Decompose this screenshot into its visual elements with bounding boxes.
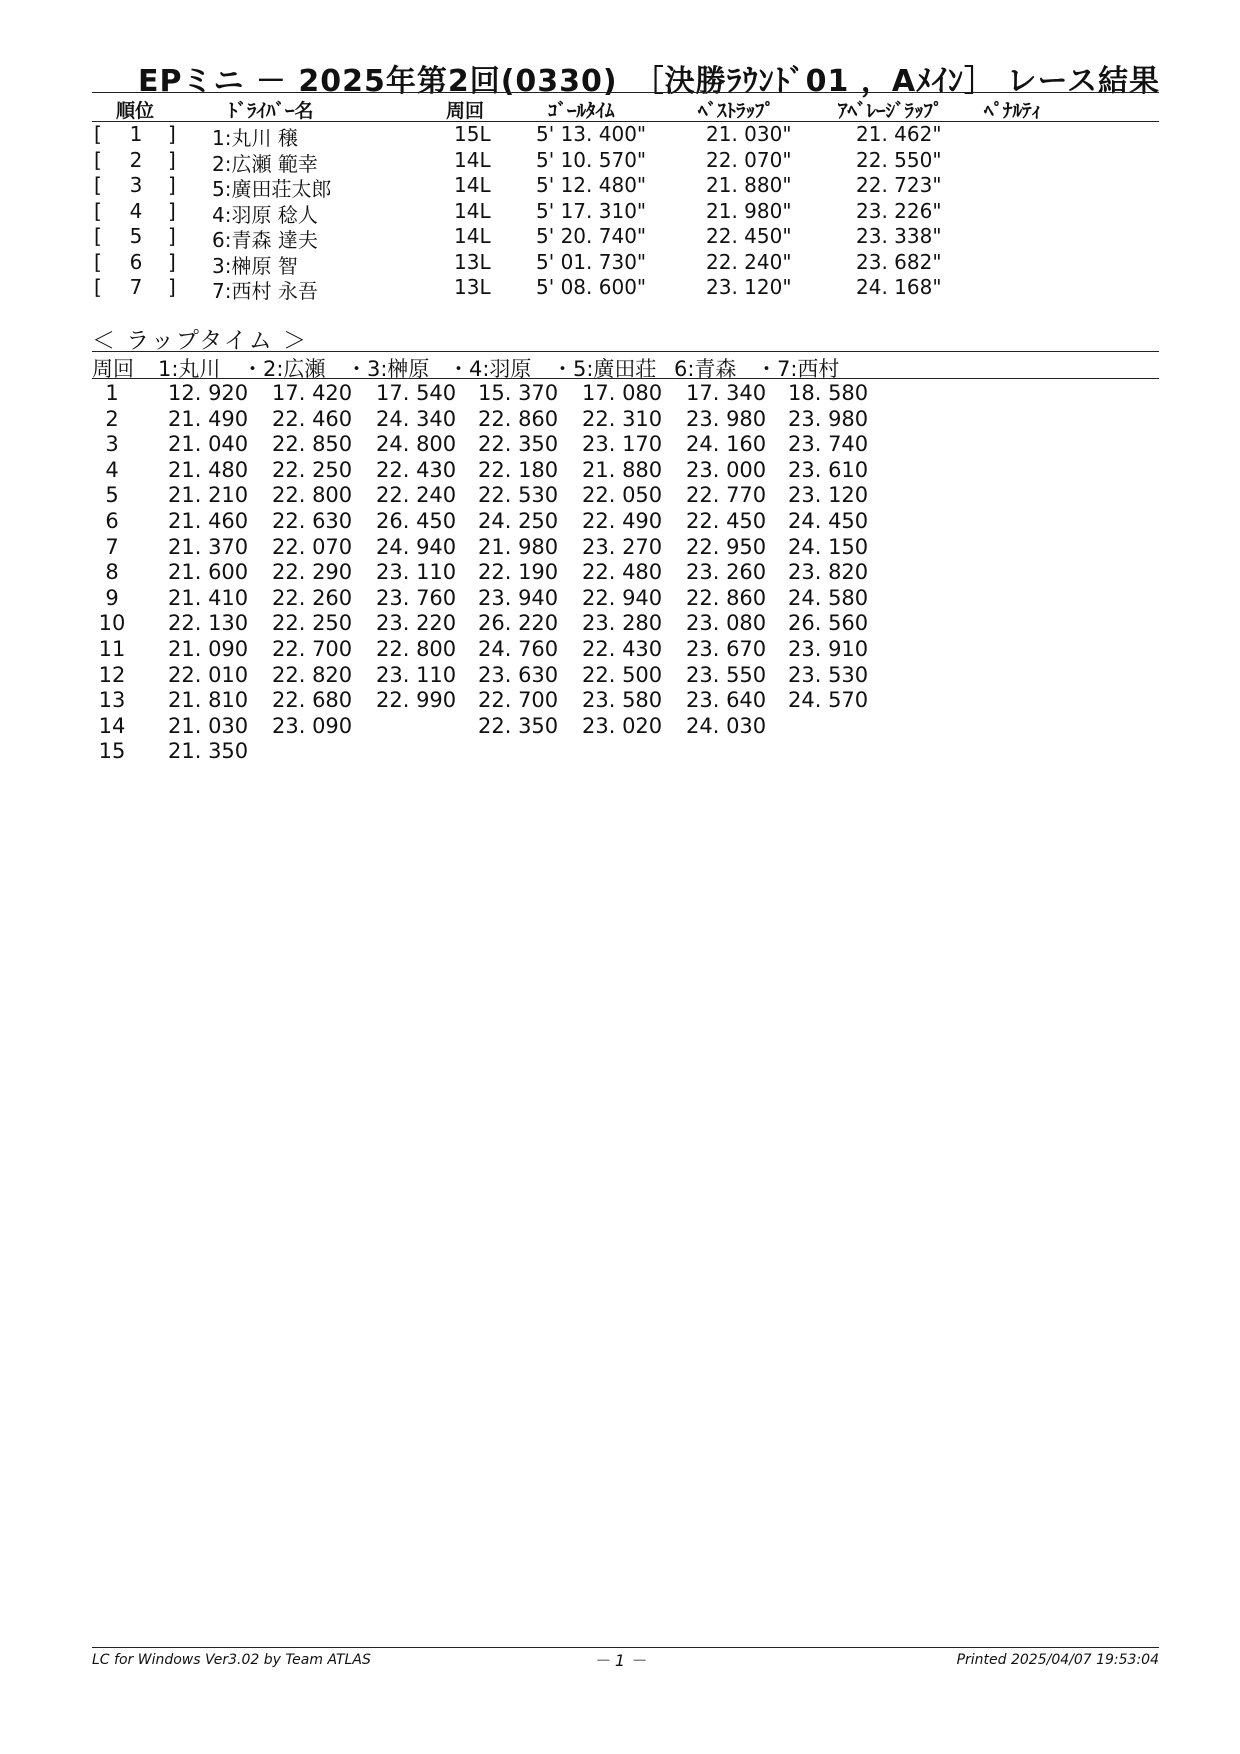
lap-header-bottom-rule bbox=[92, 378, 1159, 379]
lap-row bbox=[0, 560, 1240, 586]
lap-time: 23. 980 bbox=[788, 406, 869, 431]
header-goal-time: ｺﾞｰﾙﾀｲﾑ bbox=[548, 100, 615, 122]
lap-time: 24. 250 bbox=[478, 509, 559, 533]
laps: 15L bbox=[454, 122, 491, 146]
lap-row bbox=[0, 432, 1240, 458]
bracket-open: [ bbox=[94, 249, 102, 274]
lap-time: 23. 550 bbox=[686, 662, 767, 687]
lap-time: 22. 800 bbox=[376, 637, 457, 661]
lap-time: 21. 810 bbox=[168, 688, 249, 713]
lap-time: 22. 250 bbox=[272, 611, 353, 636]
lap-time: 26. 220 bbox=[478, 611, 559, 636]
lap-time: 21. 370 bbox=[168, 534, 249, 559]
lap-time: 22. 460 bbox=[272, 406, 353, 431]
laps: 14L bbox=[454, 224, 491, 248]
lap-time: 23. 120 bbox=[788, 483, 869, 508]
driver-name: 2:広瀬 範幸 bbox=[212, 151, 318, 176]
driver-name: 6:青森 達夫 bbox=[212, 228, 318, 252]
lap-time: 23. 220 bbox=[376, 611, 457, 636]
rank: 5 bbox=[129, 224, 143, 248]
lap-time: 23. 020 bbox=[582, 713, 663, 738]
lap-time: 23. 630 bbox=[478, 662, 559, 687]
lap-time: 23. 640 bbox=[686, 688, 767, 713]
bracket-close: ] bbox=[168, 173, 176, 197]
lap-time: 24. 030 bbox=[686, 713, 767, 738]
lap-time: 22. 190 bbox=[478, 560, 559, 585]
rank: 4 bbox=[129, 198, 143, 223]
lap-number: 9 bbox=[105, 585, 119, 610]
result-row bbox=[0, 275, 1240, 301]
lap-time: 22. 700 bbox=[272, 637, 353, 661]
goal-time: 5' 17. 310" bbox=[536, 198, 647, 223]
lap-time: 23. 980 bbox=[686, 406, 767, 431]
bracket-open: [ bbox=[94, 147, 102, 172]
rank: 3 bbox=[129, 173, 143, 197]
lap-time: 22. 990 bbox=[376, 688, 457, 713]
lap-time: 24. 570 bbox=[788, 688, 869, 713]
lap-time: 21. 490 bbox=[168, 406, 249, 431]
lap-row bbox=[0, 535, 1240, 561]
driver-name: 1:丸川 穣 bbox=[212, 126, 298, 150]
lap-time: 15. 370 bbox=[478, 381, 559, 405]
lap-time: 21. 350 bbox=[168, 739, 249, 764]
lap-time: 22. 850 bbox=[272, 432, 353, 457]
lap-time: 22. 070 bbox=[272, 534, 353, 559]
lap-time: 22. 260 bbox=[272, 585, 353, 610]
lap-time: 23. 170 bbox=[582, 432, 663, 457]
lap-time: 26. 450 bbox=[376, 509, 457, 533]
lap-header-driver: ・5:廣田荘 bbox=[552, 357, 657, 381]
lap-time: 22. 530 bbox=[478, 483, 559, 508]
lap-time: 23. 760 bbox=[376, 585, 457, 610]
lap-time: 23. 820 bbox=[788, 560, 869, 585]
lap-time: 22. 250 bbox=[272, 457, 353, 482]
lap-time: 22. 130 bbox=[168, 611, 249, 636]
lap-number: 2 bbox=[105, 406, 119, 431]
best-lap: 23. 120" bbox=[706, 275, 792, 299]
rank: 1 bbox=[129, 122, 143, 146]
lap-header-driver: 6:青森 bbox=[674, 357, 737, 381]
lap-time: 23. 110 bbox=[376, 662, 457, 687]
lap-row bbox=[0, 663, 1240, 689]
lap-time: 21. 040 bbox=[168, 432, 249, 457]
lap-time: 22. 950 bbox=[686, 534, 767, 559]
lap-header-driver: ・2:広瀬 bbox=[242, 357, 326, 381]
lap-time: 17. 080 bbox=[582, 381, 663, 405]
goal-time: 5' 10. 570" bbox=[536, 147, 647, 172]
lap-time: 24. 580 bbox=[788, 585, 869, 610]
lap-time: 24. 800 bbox=[376, 432, 457, 457]
header-best-lap: ﾍﾞｽﾄﾗｯﾌﾟ bbox=[698, 100, 775, 122]
lap-time: 21. 090 bbox=[168, 637, 249, 661]
goal-time: 5' 13. 400" bbox=[536, 122, 647, 146]
lap-row bbox=[0, 407, 1240, 433]
page-title: EPミニ － 2025年第2回(0330) ［決勝ﾗｳﾝﾄﾞ01 ，Aﾒｲﾝ］ レース結果 bbox=[137, 64, 1160, 99]
result-row bbox=[0, 173, 1240, 199]
lap-time: 21. 480 bbox=[168, 457, 249, 482]
lap-number: 12 bbox=[98, 662, 126, 687]
driver-name: 5:廣田荘太郎 bbox=[212, 177, 332, 201]
lap-time: 24. 450 bbox=[788, 509, 869, 533]
bracket-open: [ bbox=[94, 173, 102, 197]
lap-row bbox=[0, 714, 1240, 740]
lap-time: 23. 940 bbox=[478, 585, 559, 610]
footer-printed: Printed 2025/04/07 19:53:04 bbox=[956, 1652, 1159, 1668]
result-row bbox=[0, 199, 1240, 225]
lap-time: 23. 260 bbox=[686, 560, 767, 585]
average-lap: 21. 462" bbox=[856, 122, 942, 146]
lap-time: 22. 240 bbox=[376, 483, 457, 508]
lap-time: 23. 280 bbox=[582, 611, 663, 636]
lap-row bbox=[0, 509, 1240, 535]
bracket-open: [ bbox=[94, 275, 102, 299]
lap-time: 23. 110 bbox=[376, 560, 457, 585]
lap-time: 24. 160 bbox=[686, 432, 767, 457]
average-lap: 23. 226" bbox=[856, 198, 942, 223]
best-lap: 21. 880" bbox=[706, 173, 792, 197]
lap-time: 22. 800 bbox=[272, 483, 353, 508]
bracket-close: ] bbox=[168, 147, 176, 172]
lap-time: 24. 150 bbox=[788, 534, 869, 559]
page-number: － 1 － bbox=[593, 1651, 647, 1670]
lap-time: 17. 420 bbox=[272, 381, 353, 405]
laps: 13L bbox=[454, 249, 491, 274]
average-lap: 22. 723" bbox=[856, 173, 942, 197]
lap-time: 22. 430 bbox=[582, 637, 663, 661]
bracket-open: [ bbox=[94, 122, 102, 146]
lap-number: 10 bbox=[98, 611, 126, 636]
bracket-open: [ bbox=[94, 198, 102, 223]
lap-number: 4 bbox=[105, 457, 119, 482]
lap-header-lap: 周回 bbox=[92, 357, 134, 381]
lap-time: 22. 180 bbox=[478, 457, 559, 482]
lap-time: 22. 680 bbox=[272, 688, 353, 713]
lap-time: 22. 500 bbox=[582, 662, 663, 687]
lap-time: 22. 770 bbox=[686, 483, 767, 508]
lap-time: 24. 340 bbox=[376, 406, 457, 431]
lap-time: 22. 480 bbox=[582, 560, 663, 585]
lap-row bbox=[0, 611, 1240, 637]
laps: 14L bbox=[454, 173, 491, 197]
lap-number: 6 bbox=[105, 509, 119, 533]
lap-time: 24. 940 bbox=[376, 534, 457, 559]
lap-number: 3 bbox=[105, 432, 119, 457]
driver-name: 7:西村 永吾 bbox=[212, 279, 318, 303]
lap-time: 22. 490 bbox=[582, 509, 663, 533]
lap-time: 23. 740 bbox=[788, 432, 869, 457]
lap-time: 21. 410 bbox=[168, 585, 249, 610]
lap-time: 21. 210 bbox=[168, 483, 249, 508]
rank: 6 bbox=[129, 249, 143, 274]
lap-time: 22. 860 bbox=[478, 406, 559, 431]
lap-time: 22. 630 bbox=[272, 509, 353, 533]
lap-header-driver: 1:丸川 bbox=[158, 357, 221, 381]
lap-row bbox=[0, 381, 1240, 407]
best-lap: 21. 030" bbox=[706, 122, 792, 146]
lap-time: 17. 540 bbox=[376, 381, 457, 405]
lap-time: 23. 670 bbox=[686, 637, 767, 661]
lap-row bbox=[0, 483, 1240, 509]
lap-time: 26. 560 bbox=[788, 611, 869, 636]
lap-number: 1 bbox=[105, 381, 119, 405]
goal-time: 5' 08. 600" bbox=[536, 275, 647, 299]
lap-time: 21. 980 bbox=[478, 534, 559, 559]
lap-time: 23. 530 bbox=[788, 662, 869, 687]
lap-time: 22. 310 bbox=[582, 406, 663, 431]
lap-time: 22. 350 bbox=[478, 713, 559, 738]
result-row bbox=[0, 224, 1240, 250]
lap-time: 21. 030 bbox=[168, 713, 249, 738]
goal-time: 5' 20. 740" bbox=[536, 224, 647, 248]
bracket-close: ] bbox=[168, 224, 176, 248]
laps: 13L bbox=[454, 275, 491, 299]
lap-time: 22. 820 bbox=[272, 662, 353, 687]
lap-number: 5 bbox=[105, 483, 119, 508]
result-row bbox=[0, 250, 1240, 276]
lap-header-driver: ・7:西村 bbox=[756, 357, 840, 381]
lap-number: 14 bbox=[98, 713, 126, 738]
rank: 7 bbox=[129, 275, 143, 299]
lap-row bbox=[0, 458, 1240, 484]
lap-time: 21. 880 bbox=[582, 457, 663, 482]
lap-time: 22. 860 bbox=[686, 585, 767, 610]
lap-time: 23. 270 bbox=[582, 534, 663, 559]
footer-software: LC for Windows Ver3.02 by Team ATLAS bbox=[92, 1652, 371, 1668]
header-driver: ﾄﾞﾗｲﾊﾞｰ名 bbox=[228, 100, 314, 122]
bracket-close: ] bbox=[168, 122, 176, 146]
lap-time: 23. 080 bbox=[686, 611, 767, 636]
lap-header-driver: ・3:榊原 bbox=[346, 357, 430, 381]
bracket-close: ] bbox=[168, 198, 176, 223]
best-lap: 22. 450" bbox=[706, 224, 792, 248]
lap-time: 22. 430 bbox=[376, 457, 457, 482]
best-lap: 22. 070" bbox=[706, 147, 792, 172]
lap-time: 22. 290 bbox=[272, 560, 353, 585]
lap-time: 22. 700 bbox=[478, 688, 559, 713]
lap-time: 22. 010 bbox=[168, 662, 249, 687]
lap-time: 22. 350 bbox=[478, 432, 559, 457]
lap-time: 21. 460 bbox=[168, 509, 249, 533]
lap-time: 22. 450 bbox=[686, 509, 767, 533]
lap-number: 15 bbox=[98, 739, 126, 764]
average-lap: 23. 338" bbox=[856, 224, 942, 248]
header-avg-lap: ｱﾍﾞﾚｰｼﾞﾗｯﾌﾟ bbox=[838, 100, 943, 122]
lap-time: 12. 920 bbox=[168, 381, 249, 405]
lap-time: 23. 090 bbox=[272, 713, 353, 738]
bracket-close: ] bbox=[168, 275, 176, 299]
lap-row bbox=[0, 739, 1240, 765]
best-lap: 22. 240" bbox=[706, 249, 792, 274]
average-lap: 24. 168" bbox=[856, 275, 942, 299]
laps: 14L bbox=[454, 198, 491, 223]
driver-name: 4:羽原 稔人 bbox=[212, 202, 318, 227]
lap-time: 18. 580 bbox=[788, 381, 869, 405]
goal-time: 5' 01. 730" bbox=[536, 249, 647, 274]
result-row bbox=[0, 122, 1240, 148]
bracket-close: ] bbox=[168, 249, 176, 274]
bracket-open: [ bbox=[94, 224, 102, 248]
lap-time: 23. 910 bbox=[788, 637, 869, 661]
result-row bbox=[0, 148, 1240, 174]
header-laps: 周回 bbox=[446, 100, 485, 122]
lap-time: 22. 050 bbox=[582, 483, 663, 508]
lap-number: 13 bbox=[98, 688, 126, 713]
lap-number: 11 bbox=[98, 637, 126, 661]
best-lap: 21. 980" bbox=[706, 198, 792, 223]
header-rank: 順位 bbox=[116, 100, 155, 122]
lap-section-title: ＜ ラップタイム ＞ bbox=[92, 328, 309, 354]
driver-name: 3:榊原 智 bbox=[212, 253, 298, 278]
lap-row bbox=[0, 688, 1240, 714]
title-underline bbox=[92, 92, 1159, 93]
lap-time: 23. 580 bbox=[582, 688, 663, 713]
lap-header-top-rule bbox=[92, 351, 1159, 352]
lap-time: 23. 000 bbox=[686, 457, 767, 482]
lap-number: 8 bbox=[105, 560, 119, 585]
lap-time: 24. 760 bbox=[478, 637, 559, 661]
header-penalty: ﾍﾟﾅﾙﾃｨ bbox=[984, 100, 1042, 122]
rank: 2 bbox=[129, 147, 143, 172]
average-lap: 22. 550" bbox=[856, 147, 942, 172]
lap-time: 17. 340 bbox=[686, 381, 767, 405]
average-lap: 23. 682" bbox=[856, 249, 942, 274]
lap-time: 21. 600 bbox=[168, 560, 249, 585]
lap-row bbox=[0, 586, 1240, 612]
lap-time: 22. 940 bbox=[582, 585, 663, 610]
laps: 14L bbox=[454, 147, 491, 172]
lap-row bbox=[0, 637, 1240, 663]
lap-number: 7 bbox=[105, 534, 119, 559]
lap-header-driver: ・4:羽原 bbox=[448, 357, 532, 381]
goal-time: 5' 12. 480" bbox=[536, 173, 647, 197]
lap-time: 23. 610 bbox=[788, 457, 869, 482]
